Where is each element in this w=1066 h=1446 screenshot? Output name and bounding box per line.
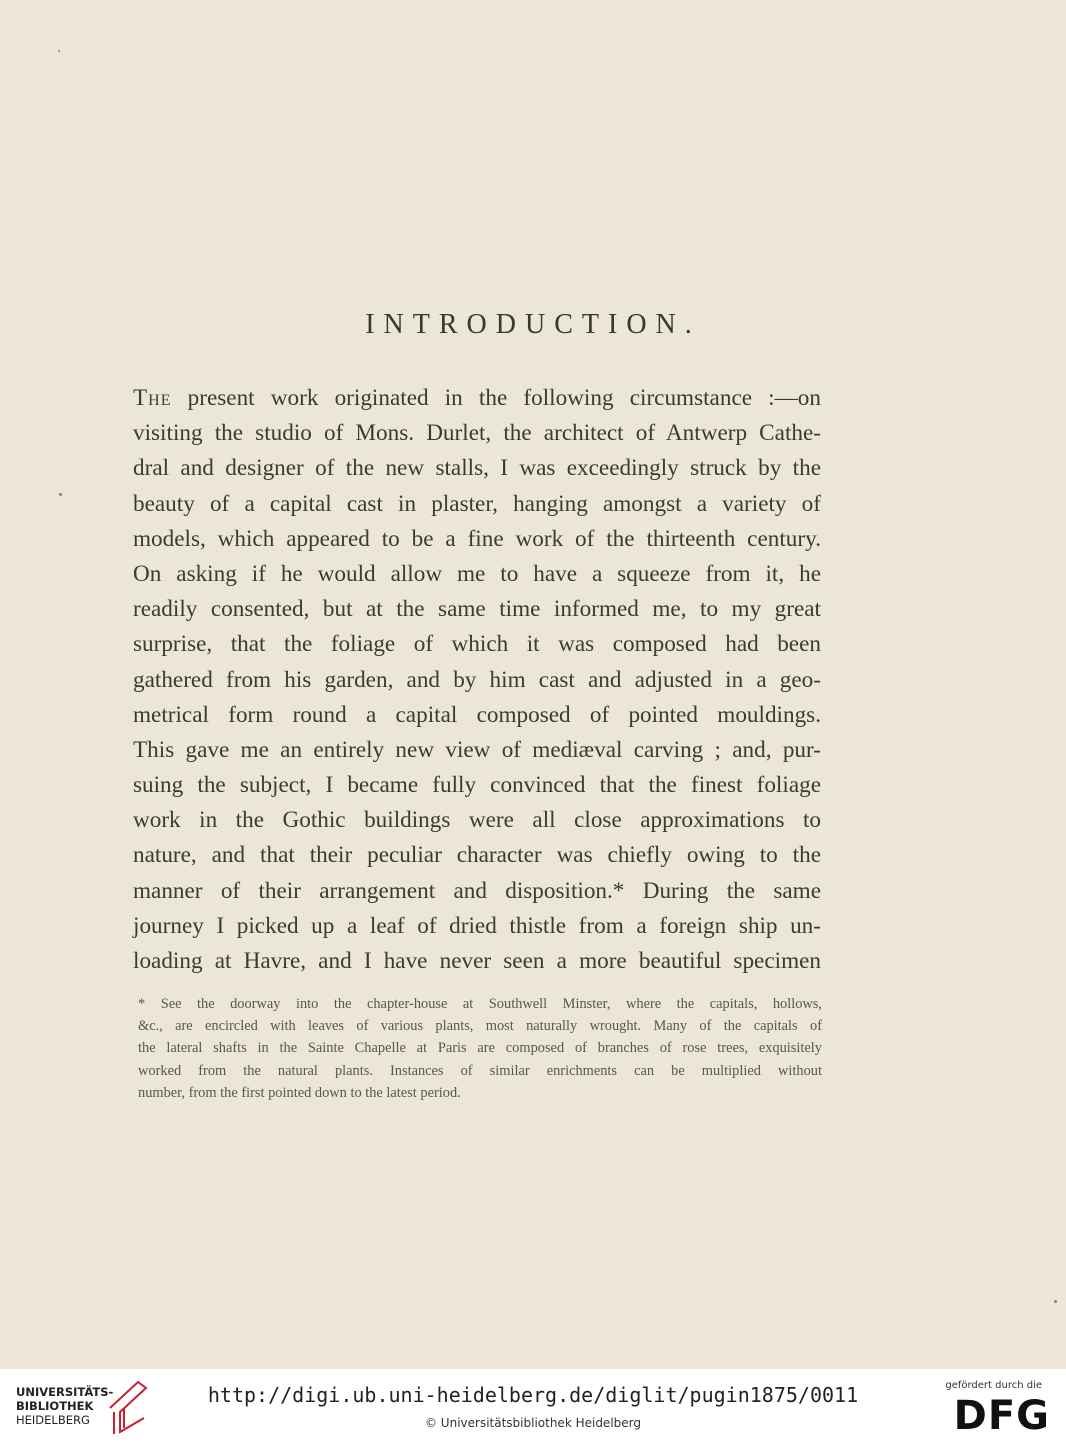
- body-text-line: [133, 768, 821, 803]
- library-name-line: HEIDELBERG: [16, 1413, 90, 1427]
- paper-speck: [1054, 1300, 1057, 1303]
- body-text-fragment: loading at Havre, and I have never seen a more beautiful specimen: [133, 948, 821, 974]
- small-caps-opening: The: [133, 385, 172, 411]
- body-text-fragment: beauty of a capital cast in plaster, hanging amongst a variety of: [133, 490, 821, 517]
- footnote-line: worked from the natural plants. Instances of similar enrichments can be multiplied without: [138, 1062, 822, 1079]
- body-text-line: [133, 838, 821, 873]
- footnote-line: the lateral shafts in the Sainte Chapelle at Paris are composed of branches of rose trees, exquisitely: [138, 1040, 822, 1057]
- body-text-fragment: journey I picked up a leaf of dried thistle from a foreign ship un-: [133, 912, 821, 939]
- library-name-line: BIBLIOTHEK: [16, 1399, 94, 1413]
- body-text-fragment: models, which appeared to be a fine work of the thirteenth century.: [133, 525, 821, 552]
- body-text-line: [133, 698, 821, 733]
- body-text-line: [133, 627, 821, 662]
- paper-speck: [59, 493, 62, 496]
- body-text-line: [133, 522, 821, 557]
- body-text-fragment: dral and designer of the new stalls, I was exceedingly struck by the: [133, 455, 821, 482]
- body-text-fragment: metrical form round a capital composed of pointed mouldings.: [133, 701, 821, 728]
- body-text-fragment: nature, and that their peculiar character was chiefly owing to the: [133, 842, 821, 869]
- body-text-line: [133, 416, 821, 451]
- body-text-line: [133, 944, 821, 979]
- body-paragraph: [133, 381, 821, 979]
- body-text-fragment: readily consented, but at the same time informed me, to my great: [133, 596, 821, 623]
- body-text-line: [133, 733, 821, 768]
- body-text-fragment: visiting the studio of Mons. Durlet, the architect of Antwerp Cathe-: [133, 420, 821, 447]
- body-text-fragment: suing the subject, I became fully convinced that the finest foliage: [133, 772, 821, 799]
- body-text-line: [133, 592, 821, 627]
- body-text-line: [133, 874, 821, 909]
- footnote-line: number, from the first pointed down to the latest period.: [138, 1084, 461, 1101]
- body-text-fragment: present work originated in the following circumstance :—on: [171, 385, 821, 411]
- body-text-line: [133, 803, 821, 838]
- footer-bar: [0, 1369, 1066, 1446]
- permalink-url[interactable]: http://digi.ub.uni-heidelberg.de/diglit/pugin1875/0011: [207, 1383, 859, 1407]
- copyright-notice: © Universitätsbibliothek Heidelberg: [424, 1416, 641, 1430]
- body-text-line: [133, 663, 821, 698]
- page-title: INTRODUCTION.: [365, 308, 701, 340]
- dfg-logo: DFG: [953, 1393, 1050, 1439]
- body-text-line: [133, 381, 821, 416]
- body-text-fragment: On asking if he would allow me to have a squeeze from it, he: [133, 560, 821, 587]
- body-text-line: [133, 557, 821, 592]
- body-text-fragment: This gave me an entirely new view of mediæval carving ; and, pur-: [133, 736, 821, 763]
- paper-speck: [58, 50, 60, 52]
- body-text-fragment: gathered from his garden, and by him cast and adjusted in a geo-: [133, 666, 821, 693]
- footnote-line: * See the doorway into the chapter-house at Southwell Minster, where the capitals, hollows,: [138, 996, 822, 1012]
- body-text-fragment: work in the Gothic buildings were all close approximations to: [133, 807, 821, 834]
- body-text-fragment: surprise, that the foliage of which it was composed had been: [133, 631, 821, 658]
- body-text-line: [133, 451, 821, 486]
- library-name-line: UNIVERSITÄTS-: [16, 1385, 114, 1399]
- body-text-fragment: manner of their arrangement and disposition.* During the same: [133, 877, 821, 904]
- body-text-line: [133, 909, 821, 944]
- footnote: [138, 993, 822, 1104]
- body-text-line: [133, 487, 821, 522]
- funding-label: gefördert durch die: [945, 1380, 1042, 1391]
- footnote-line: &c., are encircled with leaves of various plants, most naturally wrought. Many of the capitals of: [138, 1018, 822, 1035]
